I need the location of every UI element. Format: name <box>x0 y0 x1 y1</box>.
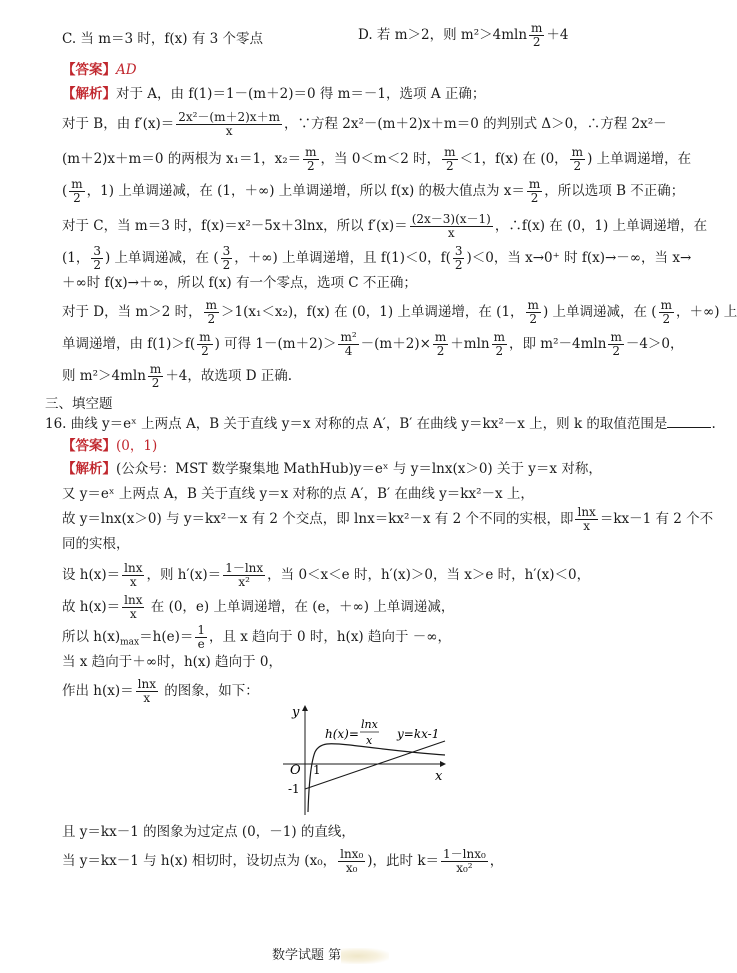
analysis-line-7: ＋∞时 f(x)→＋∞，所以 f(x) 有一个零点，选项 C 不正确； <box>62 275 417 291</box>
answer-2-value: (0，1) <box>116 438 158 454</box>
h-label-den: x <box>366 734 373 747</box>
solution-line-4: 同的实根， <box>62 536 130 552</box>
section-title: 三、填空题 <box>45 396 113 412</box>
solution-line-11: 当 y＝kx－1 与 h(x) 相切时，设切点为 (x₀， $\frac{\text{lnx₀}}{\text{x₀}}$ )，此时 k＝ $\frac{\text{1－lnx₀}}{\text{x₀²}}$ ， <box>62 847 504 875</box>
answer-2-line: 【答案】(0，1) <box>62 438 158 454</box>
analysis-line-5: 对于 C，当 m＝3 时，f(x)＝x²－5x＋3lnx，所以 f′(x)＝ $\frac{(2x-3)(x-1)}{x}$ ，∴f(x) 在 (0，1) 上单调递增，在 <box>62 212 708 240</box>
answer-line <box>62 60 137 80</box>
line-label: y=kx-1 <box>397 727 440 741</box>
solution-line-10: 且 y＝kx－1 的图象为过定点 (0，－1) 的直线， <box>62 824 355 840</box>
solution-line-7: 所以 $h(x)_{max}=h(e)=$ $\frac{1}{e}$ ，且 x 趋向于 0 时，h(x) 趋向于 －∞， <box>62 623 452 651</box>
analysis-line-2: 对于 B，由 f′(x)＝ $\frac{\text{2x²－(m＋2)x＋m}}{x}$ ，∵方程 2x²－(m＋2)x＋m＝0 的判别式 Δ＞0，∴方程 2x²－ <box>62 110 667 138</box>
answer-blank <box>667 415 711 428</box>
h-label-num: lnx <box>361 718 378 731</box>
analysis-line-3: (m＋2)x＋m＝0 的两根为 x₁＝1，x₂＝ $\frac{m}{2}$ ，当 0＜m＜2 时， $\frac{m}{2}$ ＜1，f(x) 在 (0， $\frac{m}{2}$ ) 上单调递增，在 <box>62 145 692 173</box>
function-graph <box>275 700 455 820</box>
tick-neg-one-label: -1 <box>288 782 300 796</box>
analysis-line-1: 【解析】对于 A，由 f(1)＝1－(m＋2)＝0 得 m＝－1，选项 A 正确； <box>62 86 486 102</box>
solution-line-8: 当 x 趋向于＋∞时，h(x) 趋向于 0， <box>62 654 282 670</box>
solution-line-6: 故 h(x)＝ $\frac{\ln x}{x}$ 在 (0，e) 上单调递增，在 (e，＋∞) 上单调递减， <box>62 593 455 621</box>
option-d <box>358 22 569 49</box>
solution-line-5: 设 h(x)＝ $\frac{\ln x}{x}$ ，则 h′(x)＝ $\frac{1-\ln x}{\text{x²}}$ ，当 0＜x＜e 时，h′(x)＞0，当 x＞e 时，h′(x)＜0， <box>62 561 591 589</box>
x-axis-label: x <box>435 769 443 784</box>
origin-label: O <box>290 763 301 778</box>
question-16: 16. 曲线 y＝eˣ 上两点 A，B 关于直线 y＝x 对称的点 A′，B′ 在曲线 y＝kx²－x 上，则 k 的取值范围是 . <box>45 416 716 432</box>
solution-line-1: 【解析】(公众号：MST 数学聚集地 MathHub)y＝eˣ 与 y＝lnx(x＞0) 关于 y＝x 对称， <box>62 461 602 477</box>
option-d-tail: ＋4 <box>546 27 569 43</box>
page-number-smudge <box>341 948 389 964</box>
analysis-line-9: 单调递增，由 f(1)＞f( $\frac{m}{2}$ ) 可得 1－(m＋2)＞ $\frac{\text{m²}}{4}$ －(m＋2)× $\frac{m}{2}$ ＋mln $\frac{m}{2}$ ，即 m²－4mln $\frac{m}{2}$ －4＞0， <box>62 330 684 358</box>
page-footer <box>272 944 389 964</box>
option-d-frac: $\frac{m}{2}$ <box>531 21 543 49</box>
solution-line-3: 故 y＝lnx(x＞0) 与 y＝kx²－x 有 2 个交点，即 lnx＝kx²－x 有 2 个不同的实根，即 $\frac{\ln x}{x}$ ＝kx－1 有 2 个不 <box>62 505 714 533</box>
analysis-line-8: 对于 D，当 m＞2 时， $\frac{m}{2}$ ＞1(x₁＜x₂)，f(x) 在 (0，1) 上单调递增，在 (1， $\frac{m}{2}$ ) 上单调递减，在 ( $\frac{m}{2}$ ，＋∞) 上 <box>62 298 737 326</box>
solution-line-9: 作出 h(x)＝ $\frac{\ln x}{x}$ 的图象，如下： <box>62 677 259 705</box>
analysis-line-4: ( $\frac{m}{2}$ ，1) 上单调递减，在 (1，＋∞) 上单调递增，所以 f(x) 的极大值点为 x＝ $\frac{m}{2}$ ，所以选项 B 不正确； <box>62 177 685 205</box>
analysis-label: 【解析】 <box>62 86 116 102</box>
analysis-line-10: 则 m²＞4mln $\frac{m}{2}$ ＋4，故选项 D 正确. <box>62 362 293 390</box>
h-curve <box>308 744 445 812</box>
h-label: h(x)= <box>325 727 359 741</box>
solution-line-2: 又 y＝eˣ 上两点 A，B 关于直线 y＝x 对称的点 A′，B′ 在曲线 y＝kx²－x 上， <box>62 486 534 502</box>
footer-text: 数学试题 第 <box>272 948 342 963</box>
option-c: C. 当 m＝3 时，f(x) 有 3 个零点 <box>62 31 264 47</box>
analysis-line-6: (1， $\frac{3}{2}$ ) 上单调递减，在 ( $\frac{3}{2}$ ，＋∞) 上单调递增，且 f(1)＜0，f( $\frac{3}{2}$ )＜0，当 x→0⁺ 时 f(x)→－∞，当 x→ <box>62 244 692 272</box>
answer-value: AD <box>116 62 137 78</box>
option-d-text: D. 若 m＞2，则 m²＞4mln <box>358 27 528 43</box>
answer-label: 【答案】 <box>62 62 116 78</box>
y-axis-label: y <box>292 705 300 720</box>
tick-one-label: 1 <box>313 763 321 777</box>
